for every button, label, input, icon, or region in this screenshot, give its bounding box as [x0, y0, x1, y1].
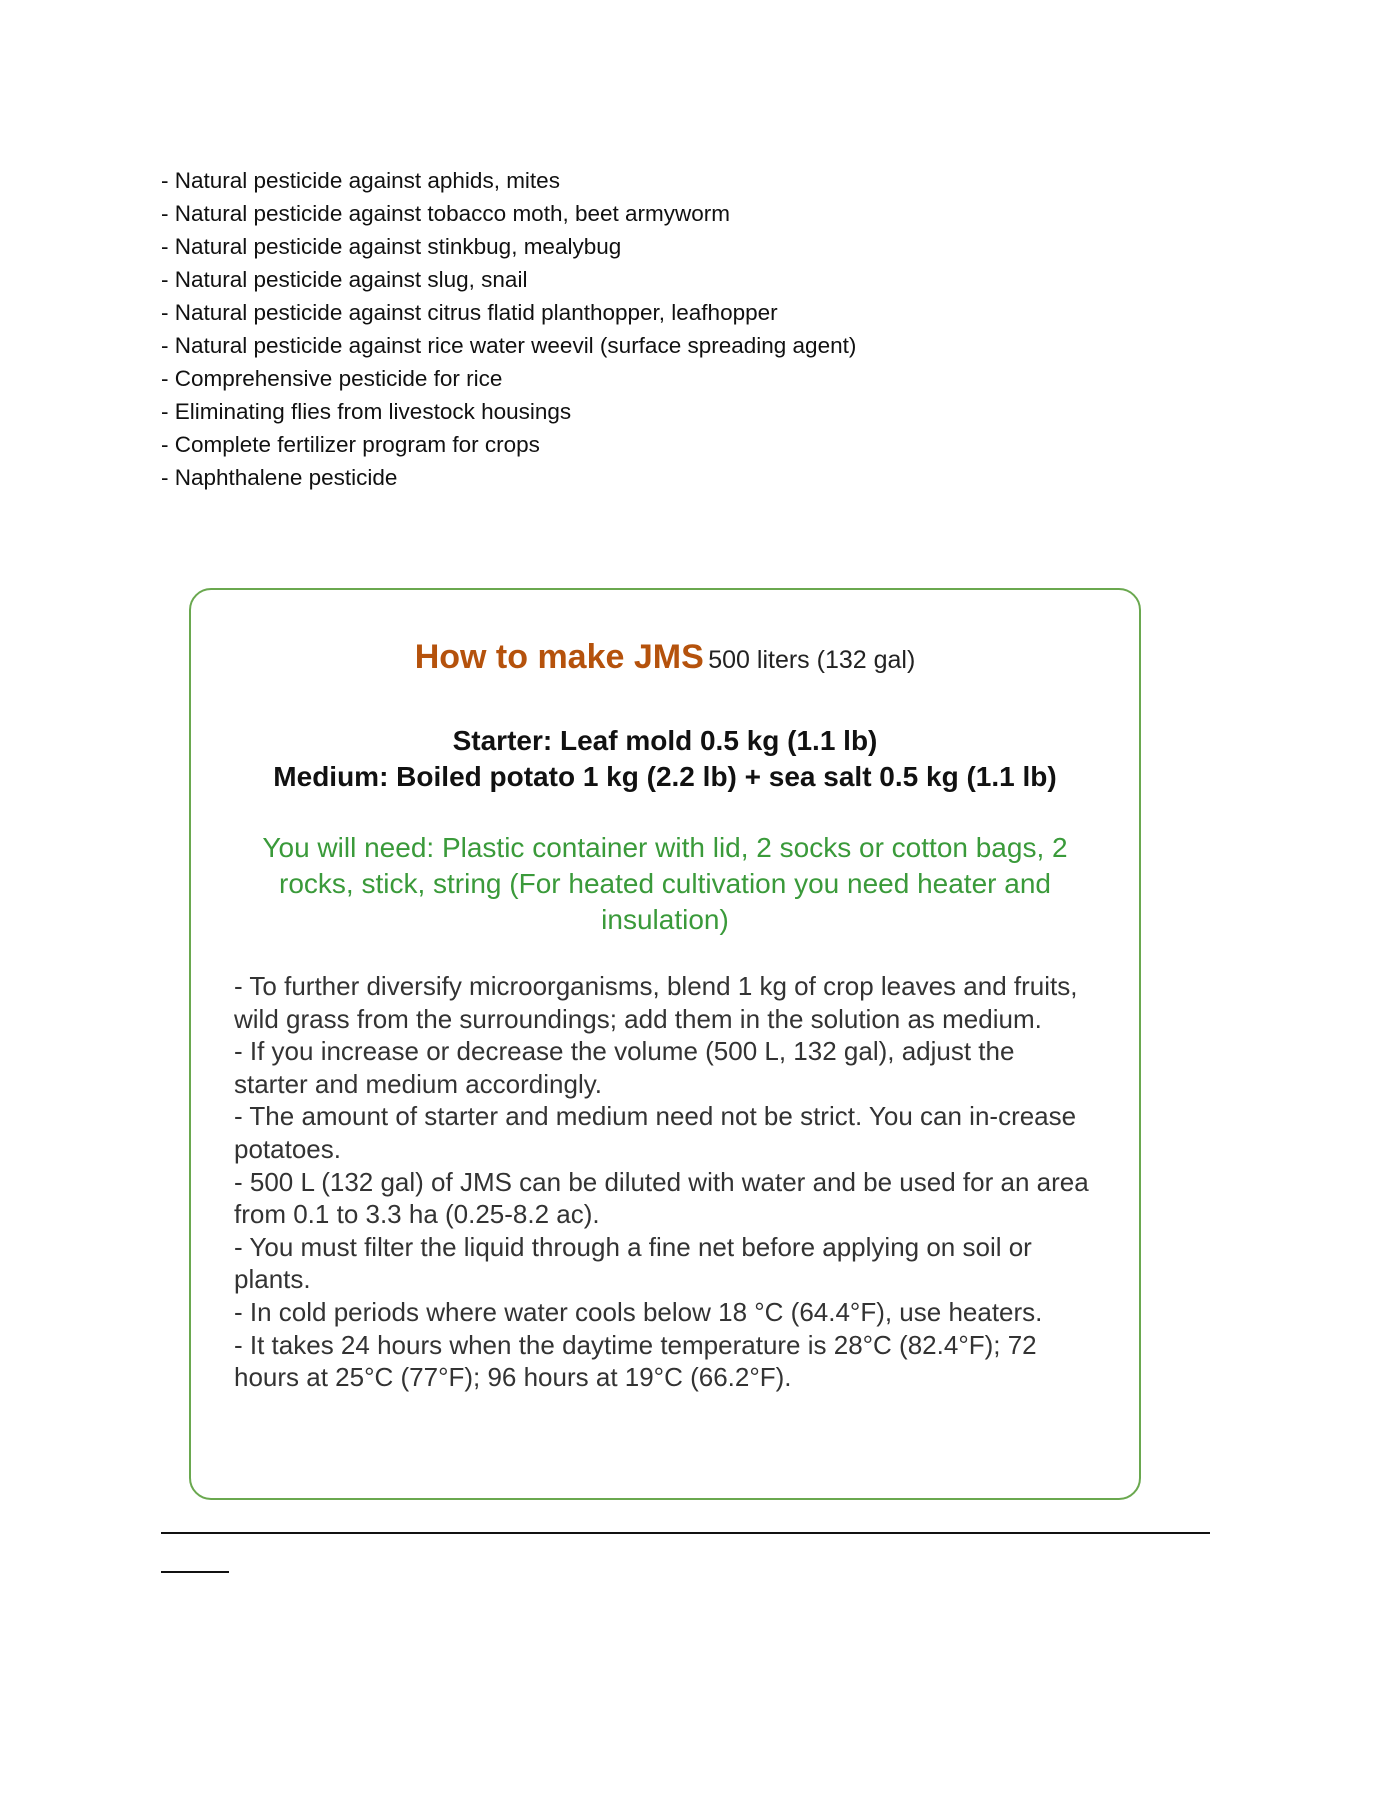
list-item: - Natural pesticide against tobacco moth, beet armyworm: [161, 201, 731, 226]
divider-line: [161, 1532, 1210, 1534]
recipe-volume: 500 liters (132 gal): [708, 646, 916, 674]
list-item: - Complete fertilizer program for crops: [161, 432, 540, 457]
list-item: - Natural pesticide against stinkbug, mealybug: [161, 234, 622, 259]
jms-recipe-box: [189, 588, 1141, 1500]
note: - The amount of starter and medium need not be strict. You can in-crease potatoes.: [234, 1101, 1077, 1164]
note: - It takes 24 hours when the daytime temperature is 28°C (82.4°F); 72 hours at 25°C (77°F); 96 hours at 19°C (66.2°F).: [234, 1329, 1037, 1393]
divider-line-continuation: [161, 1571, 229, 1573]
recipe-title: [191, 638, 1139, 677]
list-item: - Natural pesticide against rice water weevil (surface spreading agent): [161, 333, 857, 358]
list-item: - Natural pesticide against slug, snail: [161, 267, 528, 292]
note: - 500 L (132 gal) of JMS can be diluted with water and be used for an area from 0.1 to 3.3 ha (0.25-8.2 ac).: [234, 1166, 1089, 1230]
list-item: - Natural pesticide against citrus flatid planthopper, leafhopper: [161, 300, 778, 325]
list-item: - Comprehensive pesticide for rice: [161, 366, 503, 391]
note: - You must filter the liquid through a fine net before applying on soil or plants.: [234, 1231, 1032, 1295]
note: - If you increase or decrease the volume (500 L, 132 gal), adjust the starter and medium accordingly.: [234, 1036, 1015, 1099]
ingredients: [191, 723, 1139, 795]
recipe-title-main: How to make JMS: [414, 638, 704, 676]
medium-line: Medium: Boiled potato 1 kg (2.2 lb) + sea salt 0.5 kg (1.1 lb): [273, 761, 1057, 792]
list-item: - Natural pesticide against aphids, mites: [161, 168, 560, 193]
starter-line: Starter: Leaf mold 0.5 kg (1.1 lb): [452, 725, 878, 756]
list-item: - Naphthalene pesticide: [161, 465, 398, 490]
list-item: - Eliminating flies from livestock housings: [161, 399, 572, 424]
bullet-list: [161, 164, 856, 494]
note: - To further diversify microorganisms, blend 1 kg of crop leaves and fruits, wild grass from the surroundings; add them in the solution as medium.: [234, 971, 1078, 1034]
materials-needed: You will need: Plastic container with lid, 2 socks or cotton bags, 2 rocks, stick, string (For heated cultivation you need heater and insulation): [262, 832, 1068, 935]
recipe-notes: [234, 970, 1089, 1394]
note: - In cold periods where water cools below 18 °C (64.4°F), use heaters.: [234, 1296, 1043, 1327]
